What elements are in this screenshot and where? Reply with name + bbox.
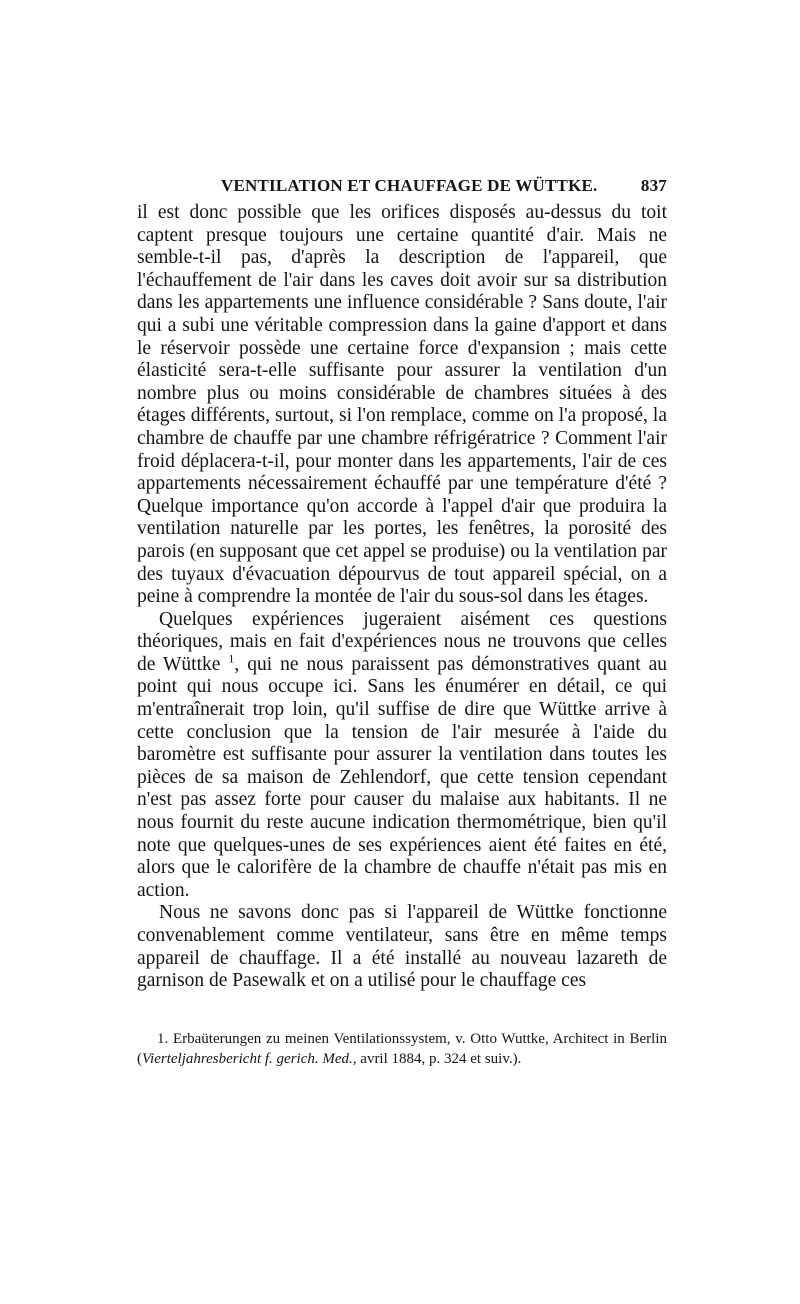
paragraph-continued: il est donc possible que les orifices disposés au-dessus du toit captent presque toujours une certaine quantité d'air. Mais ne semble-t-il pas, d'après la description de l'appareil, que l'échauffement de l'air dans les caves doit avoir sur sa distribution dans les appartements une influence considérable ? Sans doute, l'air qui a subi une véritable compression dans la gaine d'apport et dans le réservoir possède une certaine force d'expansion ; mais cette élasticité sera-t-elle suffisante pour assurer la ventilation d'un nombre plus ou moins considérable de chambres situées à des étages différents, surtout, si l'on remplace, comme on l'a proposé, la chambre de chauffe par une chambre réfrigératrice ? Comment l'air froid déplacera-t-il, pour monter dans les appartements, l'air de ces appartements nécessairement échauffé par une température d'été ? Quelque importance qu'on accorde à l'appel d'air que produira la ventilation naturelle par les portes, les fenêtres, la porosité des parois (en supposant que cet appel se produise) ou la ventilation par des tuyaux d'évacuation dépourvus de tout appareil spécial, on a peine à comprendre la montée de l'air du sous-sol dans les étages.	[137, 202, 667, 608]
footnote-marker: 1.	[157, 1030, 169, 1047]
paragraph-conclusion: Nous ne savons donc pas si l'appareil de Wüttke fonctionne convenablement comme ventilateur, sans être en même temps appareil de chauffage. Il a été installé au nouveau lazareth de garnison de Pasewalk et on a utilisé pour le chauffage ces	[137, 902, 667, 992]
footnote-text-end: , avril 1884, p. 324 et suiv.).	[352, 1050, 522, 1067]
footnote-journal-title: Vierteljahresbericht f. gerich. Med.	[142, 1050, 353, 1067]
running-title: VENTILATION ET CHAUFFAGE DE WÜTTKE.	[221, 176, 598, 195]
running-header	[137, 168, 667, 202]
footnote-reference[interactable]: 1	[228, 651, 235, 666]
body-text	[137, 202, 667, 993]
paragraph-text: , qui ne nous paraissent pas démonstratives quant au point qui nous occupe ici. Sans les énumérer en détail, ce qui m'entraînerait trop loin, qu'il suffise de dire que Wüttke arrive à cette conclusion que la tension de l'air mesurée à l'aide du baromètre est suffisante pour assurer la ventilation dans toutes les pièces de sa maison de Zehlendorf, que cette tension cependant n'est pas assez forte pour causer du malaise aux habitants. Il ne nous fournit du reste aucune indication thermométrique, bien qu'il note que quelques-unes de ses expériences aient été faites en été, alors que le calorifère de la chambre de chauffe n'était pas mis en action.	[137, 653, 668, 901]
paragraph-experiences	[137, 609, 667, 903]
footnote	[137, 1029, 667, 1069]
paragraph-text: Quelques expériences jugeraient aisément ces questions théoriques, mais en fait d'expériences nous ne trouvons que celles de Wüttke	[137, 608, 667, 675]
book-page	[137, 168, 667, 1069]
footnote-text: Erbaüterungen zu meinen Ventilationssystem, v. Otto Wuttke, Architect in Berlin (	[137, 1030, 667, 1067]
page-number: 837	[640, 176, 667, 195]
